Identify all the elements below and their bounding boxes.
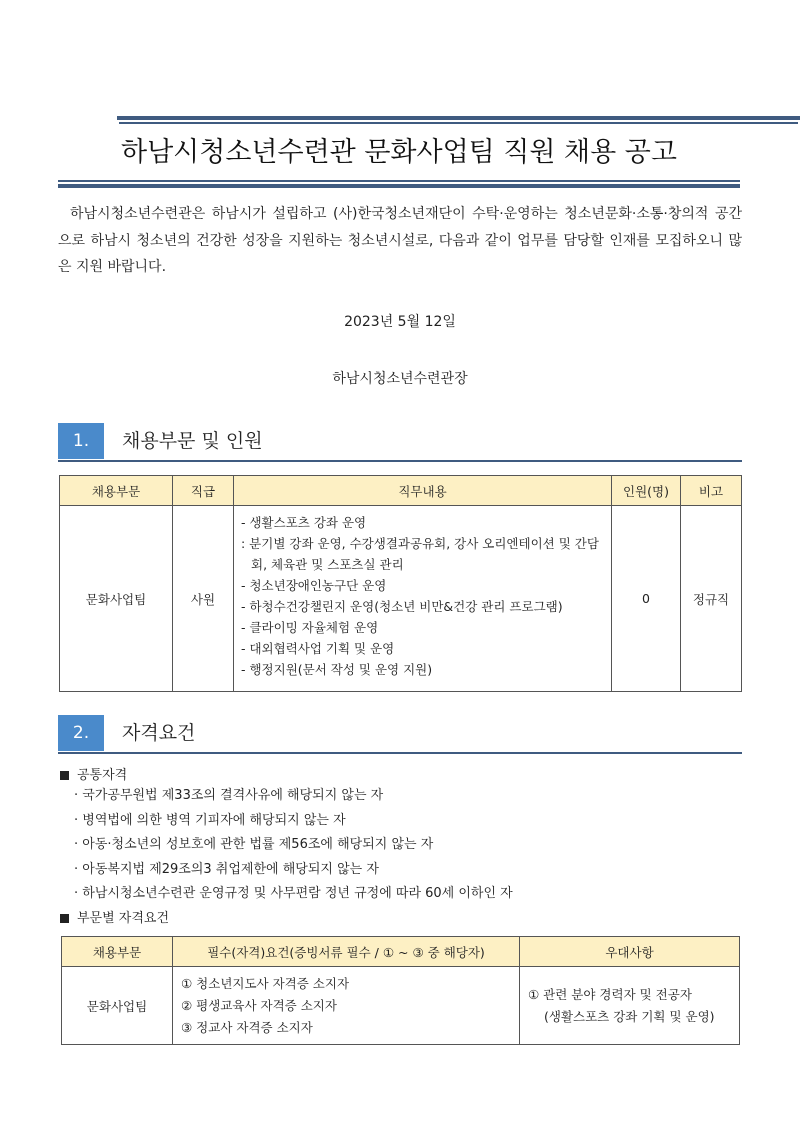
title-rule xyxy=(58,180,740,182)
table-header: 직무내용 xyxy=(234,476,612,506)
preferred-item: ① 관련 분야 경력자 및 전공자 xyxy=(528,986,692,1002)
common-qual-label: 공통자격 xyxy=(77,768,128,783)
duties-cell xyxy=(234,506,612,692)
qualification-table xyxy=(61,936,740,1045)
intro-paragraph: 하남시청소년수련관은 하남시가 설립하고 (사)한국청소년재단이 수탁·운영하는 청소년문화·소통·창의적 공간으로 하남시 청소년의 건강한 성장을 지원하는 청소년시설로, 다음과 같이 업무를 담당할 인재를 모집하오니 많은 지원 바랍니다. xyxy=(58,206,742,275)
required-item: ③ 정교사 자격증 소지자 xyxy=(181,1019,313,1035)
count-cell: 0 xyxy=(612,506,681,692)
section-number: 1. xyxy=(58,423,104,459)
section-title: 채용부문 및 인원 xyxy=(122,430,263,452)
duty-item: - 하청수건강챌린지 운영(청소년 비만&건강 관리 프로그램) xyxy=(241,599,563,614)
preferred-cell xyxy=(520,967,740,1045)
list-item: · 국가공무원법 제33조의 결격사유에 해당되지 않는 자 xyxy=(74,784,513,809)
table-row xyxy=(62,967,740,1045)
dept-qual-label: 부문별 자격요건 xyxy=(77,911,170,926)
table-header-row xyxy=(60,476,742,506)
list-item: · 아동·청소년의 성보호에 관한 법률 제56조에 해당되지 않는 자 xyxy=(74,833,513,858)
table-header-row xyxy=(62,937,740,967)
table-header: 필수(자격)요건(증빙서류 필수 / ① ~ ③ 중 해당자) xyxy=(173,937,520,967)
rank-cell: 사원 xyxy=(173,506,234,692)
section-rule xyxy=(58,460,742,462)
issuer-name: 하남시청소년수련관장 xyxy=(332,371,468,387)
section-number: 2. xyxy=(58,715,104,751)
title-rule xyxy=(117,116,800,120)
section-2-header xyxy=(58,715,742,751)
table-header: 인원(명) xyxy=(612,476,681,506)
section-title: 자격요건 xyxy=(122,722,196,744)
table-row xyxy=(60,506,742,692)
section-rule xyxy=(58,752,742,754)
duty-item: : 분기별 강좌 운영, 수강생결과공유회, 강사 오리엔테이션 및 간담회, 체육관 및 스포츠실 관리 xyxy=(241,536,599,572)
square-bullet-icon xyxy=(60,914,69,923)
duty-item: - 행정지원(문서 작성 및 운영 지원) xyxy=(241,662,433,677)
list-item: · 하남시청소년수련관 운영규정 및 사무편람 정년 규정에 따라 60세 이하인 자 xyxy=(74,882,513,907)
duty-item: - 클라이밍 자율체험 운영 xyxy=(241,620,379,635)
announcement-date: 2023년 5월 12일 xyxy=(344,314,456,330)
required-item: ② 평생교육사 자격증 소지자 xyxy=(181,997,337,1013)
dept-cell: 문화사업팀 xyxy=(62,967,173,1045)
duty-item: - 대외협력사업 기획 및 운영 xyxy=(241,641,395,656)
table-header: 우대사항 xyxy=(520,937,740,967)
table-header: 비고 xyxy=(681,476,742,506)
section-1-header xyxy=(58,423,742,459)
common-qual-heading xyxy=(60,764,127,783)
title-rule xyxy=(58,184,740,188)
duty-item: - 청소년장애인농구단 운영 xyxy=(241,578,387,593)
dept-cell: 문화사업팀 xyxy=(60,506,173,692)
preferred-item: (생활스포츠 강좌 기획 및 운영) xyxy=(544,1008,715,1024)
required-item: ① 청소년지도사 자격증 소지자 xyxy=(181,975,350,991)
note-cell: 정규직 xyxy=(681,506,742,692)
title-rule xyxy=(119,122,798,124)
common-qual-list xyxy=(74,784,513,907)
table-header: 채용부문 xyxy=(62,937,173,967)
title-band xyxy=(58,116,740,188)
square-bullet-icon xyxy=(60,771,69,780)
list-item: · 병역법에 의한 병역 기피자에 해당되지 않는 자 xyxy=(74,809,513,834)
required-cell xyxy=(173,967,520,1045)
recruitment-table xyxy=(59,475,742,692)
page-title: 하남시청소년수련관 문화사업팀 직원 채용 공고 xyxy=(121,137,677,168)
list-item: · 아동복지법 제29조의3 취업제한에 해당되지 않는 자 xyxy=(74,858,513,883)
table-header: 채용부문 xyxy=(60,476,173,506)
table-header: 직급 xyxy=(173,476,234,506)
dept-qual-heading xyxy=(60,907,169,926)
duty-item: - 생활스포츠 강좌 운영 xyxy=(241,515,367,530)
